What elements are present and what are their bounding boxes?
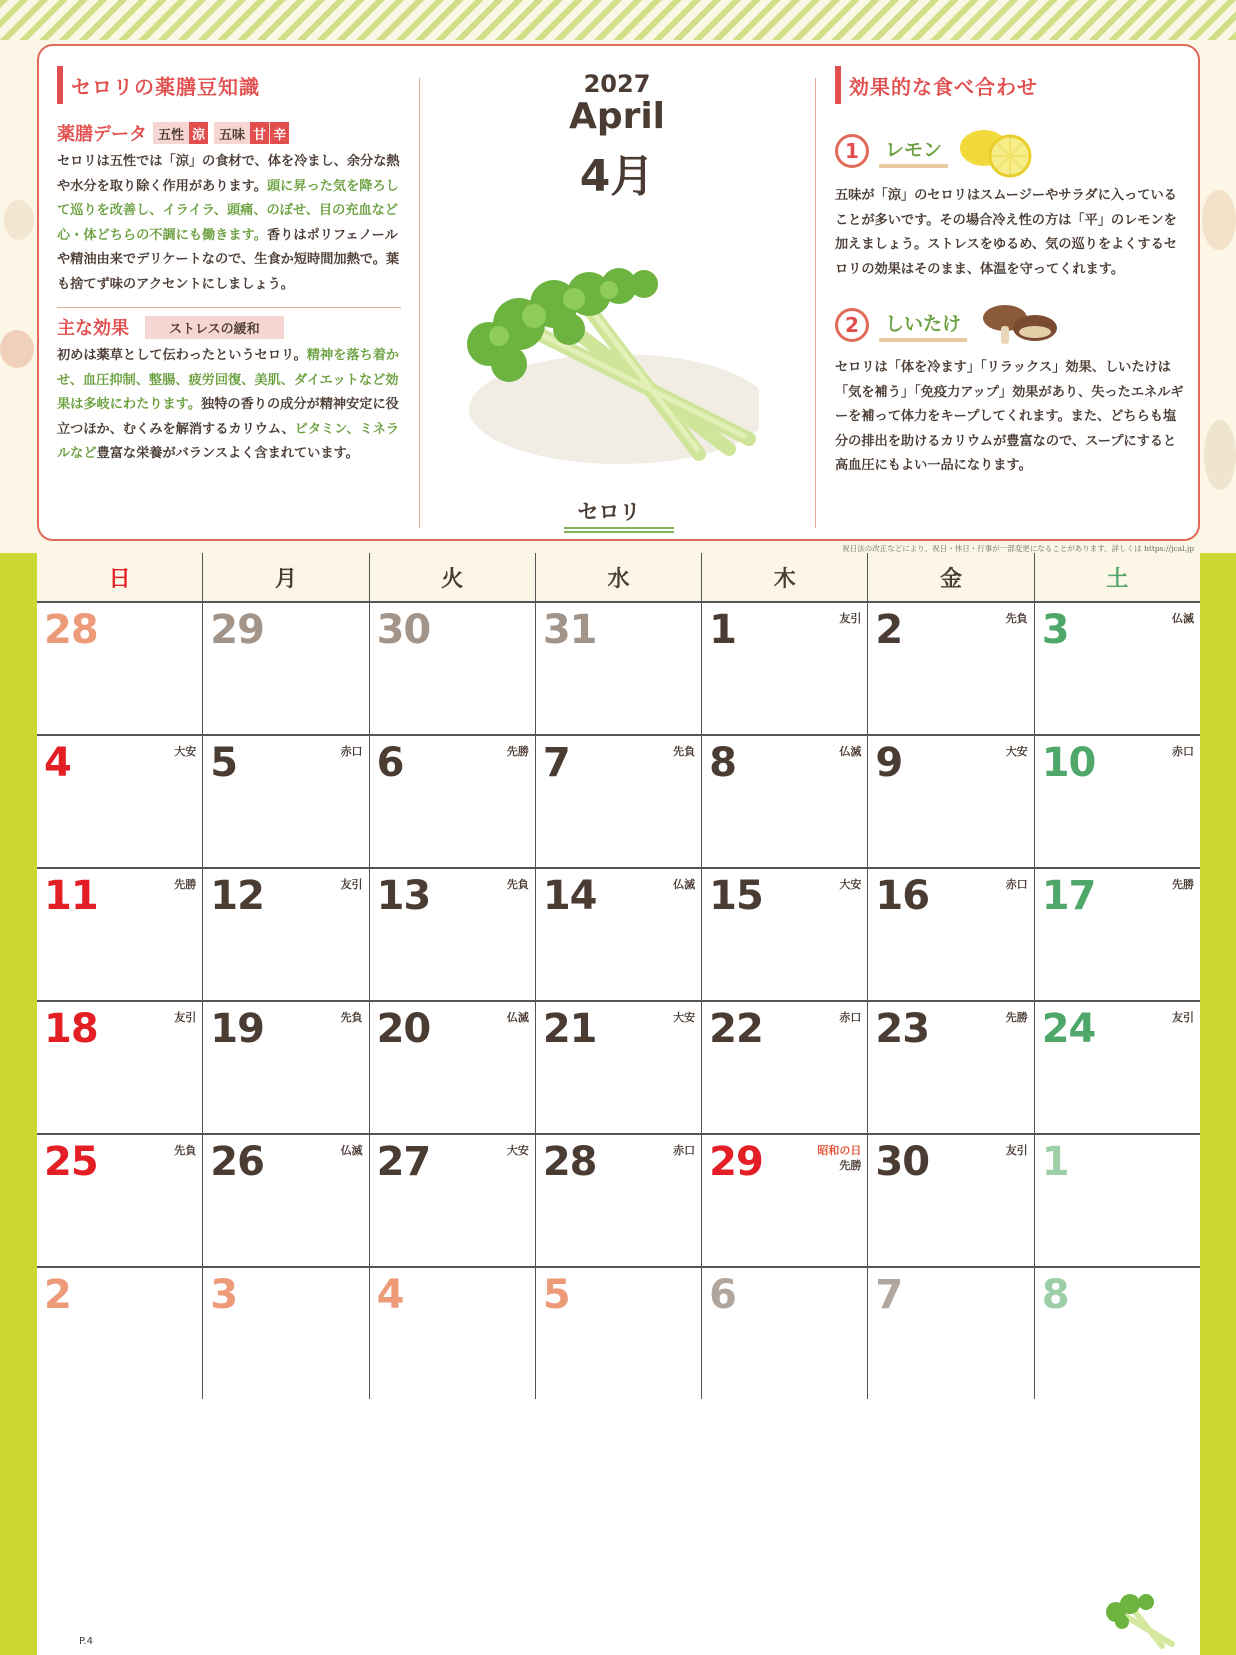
rokuyo-label	[1172, 744, 1194, 759]
day-cell[interactable]	[37, 869, 203, 1000]
rokuyo-text: 仏滅	[839, 745, 862, 758]
day-cell[interactable]	[1035, 603, 1200, 734]
rokuyo-text: 先勝	[1171, 878, 1194, 891]
day-number: 22	[709, 1006, 763, 1052]
effect-text-part: 初めは薬草として伝わったというセロリ。	[57, 348, 307, 363]
day-cell[interactable]	[536, 603, 702, 734]
weekday-label: 日	[37, 553, 203, 601]
year-label: 2027	[583, 70, 651, 98]
knowledge-heading: セロリの薬膳豆知識	[57, 64, 401, 106]
rokuyo-text: 友引	[340, 878, 363, 891]
rokuyo-label	[507, 877, 529, 892]
holiday-name: 昭和の日	[817, 1144, 862, 1157]
effect-row	[57, 314, 401, 340]
rokuyo-text: 友引	[1005, 1144, 1028, 1157]
day-cell[interactable]	[702, 1002, 868, 1133]
rokuyo-label	[839, 744, 861, 759]
day-number: 5	[210, 740, 238, 786]
day-cell[interactable]	[1035, 1135, 1200, 1266]
effect-text-highlight: 精神を落ち着かせ、血圧抑制、整腸、疲労回復、美肌、ダイエットなど効果は多岐にわたります。	[57, 348, 400, 412]
day-number: 2	[875, 607, 903, 653]
day-number: 5	[542, 1272, 570, 1318]
effect-text	[57, 344, 401, 467]
rokuyo-text: 大安	[1005, 745, 1028, 758]
rokuyo-label	[174, 877, 196, 892]
calendar-area	[0, 553, 1236, 1655]
rokuyo-text: 先勝	[1005, 1011, 1028, 1024]
month-header	[419, 64, 815, 524]
day-cell[interactable]	[37, 603, 203, 734]
day-cell[interactable]	[203, 1135, 369, 1266]
gomi-value-2: 辛	[270, 122, 289, 144]
rokuyo-label	[1172, 1010, 1194, 1025]
day-number: 30	[376, 607, 431, 653]
weekday-label: 土	[1106, 566, 1129, 592]
day-number: 7	[875, 1272, 903, 1318]
day-number: 11	[44, 873, 98, 919]
celery-illustration	[459, 264, 759, 474]
rokuyo-text: 大安	[839, 878, 862, 891]
weekday-label: 月	[203, 553, 369, 601]
rokuyo-label	[1006, 1010, 1028, 1025]
gosei-label: 五性	[158, 127, 185, 143]
day-number: 6	[376, 740, 404, 786]
rokuyo-text: 大安	[673, 1011, 696, 1024]
rokuyo-label	[341, 877, 363, 892]
rokuyo-label	[839, 1010, 861, 1025]
rokuyo-text: 先負	[174, 1144, 197, 1157]
yakuzen-data-text	[57, 150, 401, 297]
calendar-week-row	[37, 1000, 1200, 1133]
combo-item-lemon	[835, 124, 1187, 178]
weekday-label: 木	[702, 553, 868, 601]
combo-text: セロリは「体を冷ます」「リラックス」効果、しいたけは「気を補う」「免疫力アップ」効果があり、失ったエネルギーを補って体力をキープしてくれます。また、どちらも塩分の排出を助けるカリウムが豊富なので、スープにすると高血圧にもよい一品になります。	[835, 360, 1184, 473]
rokuyo-label	[673, 1143, 695, 1158]
day-number: 17	[1041, 873, 1096, 919]
day-cell[interactable]	[203, 603, 369, 734]
rokuyo-label	[174, 744, 196, 759]
day-cell[interactable]	[868, 1135, 1034, 1266]
rokuyo-label	[839, 877, 861, 892]
rokuyo-text: 先負	[1005, 612, 1028, 625]
day-cell[interactable]	[868, 869, 1034, 1000]
effect-text-part: 独特の香りの成分が精神安定に役立つほか、むくみを解消するカリウム、	[57, 397, 399, 437]
background-tomato-illustration	[0, 330, 34, 368]
vegetable-name-underline	[564, 527, 674, 533]
rokuyo-label	[507, 1143, 529, 1158]
rokuyo-label	[1006, 1143, 1028, 1158]
day-cell[interactable]	[370, 1002, 536, 1133]
rokuyo-label	[673, 877, 695, 892]
day-cell[interactable]	[536, 736, 702, 867]
day-cell[interactable]	[536, 1135, 702, 1266]
month-japanese: 4月	[568, 140, 667, 204]
yakuzen-data-label: 薬膳データ	[57, 124, 147, 145]
rokuyo-label	[673, 1010, 695, 1025]
rokuyo-text: 赤口	[839, 1011, 862, 1024]
day-number: 15	[709, 873, 763, 919]
rokuyo-text: 仏滅	[340, 1144, 363, 1157]
gomi-value-1: 甘	[250, 122, 269, 144]
rokuyo-label	[341, 1143, 363, 1158]
rokuyo-label	[341, 1010, 363, 1025]
combo-text: 五味が「涼」のセロリはスムージーやサラダに入っていることが多いです。その場合冷え性の方は「平」のレモンを加えましょう。ストレスをゆるめ、気の巡りをよくするセロリの効果はそのまま、体温を守ってくれます。	[835, 188, 1177, 277]
day-cell[interactable]	[536, 1268, 702, 1399]
day-cell[interactable]	[536, 869, 702, 1000]
combo-item-shiitake	[835, 300, 1187, 350]
combination-section	[835, 64, 1187, 479]
rokuyo-label	[673, 744, 695, 759]
background-apple-illustration	[4, 200, 34, 240]
day-cell[interactable]	[702, 736, 868, 867]
day-number: 10	[1041, 740, 1096, 786]
day-cell[interactable]	[203, 736, 369, 867]
day-number: 23	[875, 1006, 930, 1052]
day-cell[interactable]	[37, 1002, 203, 1133]
day-cell[interactable]	[370, 1135, 536, 1266]
day-cell[interactable]	[1035, 736, 1200, 867]
day-number: 12	[210, 873, 264, 919]
day-number: 1	[1041, 1139, 1069, 1185]
day-number: 18	[44, 1006, 98, 1052]
effect-text-highlight: ビタミン、ミネラルなど	[57, 421, 400, 461]
rokuyo-text: 友引	[1171, 1011, 1194, 1024]
day-number: 8	[1041, 1272, 1069, 1318]
gosei-tag	[153, 122, 208, 144]
day-cell[interactable]	[1035, 1002, 1200, 1133]
day-number: 3	[1041, 607, 1069, 653]
day-number: 19	[210, 1006, 264, 1052]
gosei-value: 涼	[189, 122, 208, 144]
day-cell[interactable]	[37, 1268, 203, 1399]
day-number: 13	[376, 873, 431, 919]
day-cell[interactable]	[536, 1002, 702, 1133]
combination-heading: 効果的な食べ合わせ	[835, 64, 1187, 106]
rokuyo-text: 先負	[673, 745, 696, 758]
data-text-part: セロリは五性では「涼」の食材で、体を冷まし、余分な熱や水分を取り除く作用があります。	[57, 154, 400, 194]
day-cell[interactable]	[868, 1002, 1034, 1133]
day-cell[interactable]	[1035, 869, 1200, 1000]
day-cell[interactable]	[370, 1268, 536, 1399]
small-celery-icon	[1102, 1594, 1186, 1650]
holiday-note: 祝日法の改正などにより、祝日・休日・行事が一部変更になることがあります。詳しくは https://jcal.jp	[842, 544, 1194, 553]
rokuyo-label	[1172, 877, 1194, 892]
calendar-weeks	[37, 601, 1200, 1399]
vegetable-name: セロリ	[577, 500, 641, 524]
day-number: 3	[210, 1272, 238, 1318]
day-cell[interactable]	[702, 603, 868, 734]
day-cell[interactable]	[702, 869, 868, 1000]
day-cell[interactable]	[370, 603, 536, 734]
weekday-label: 金	[868, 553, 1034, 601]
day-number: 7	[542, 740, 570, 786]
day-number: 31	[542, 607, 597, 653]
info-panel	[37, 44, 1200, 541]
rokuyo-text: 先負	[340, 1011, 363, 1024]
weekday-header	[37, 553, 1200, 601]
day-number: 20	[376, 1006, 431, 1052]
page-number: P.4	[79, 1636, 94, 1647]
weekday-label: 火	[370, 553, 536, 601]
day-cell[interactable]	[203, 869, 369, 1000]
data-text-highlight: 頭に昇った気を降ろして巡りを改善し、イライラ、頭痛、のぼせ、目の充血など心・体どちらの不調にも働きます。	[57, 178, 399, 243]
effect-label: 主な効果	[57, 318, 129, 339]
day-number: 24	[1041, 1006, 1096, 1052]
day-cell[interactable]	[868, 1268, 1034, 1399]
rokuyo-label	[1006, 744, 1028, 759]
rokuyo-text: 仏滅	[1171, 612, 1194, 625]
rokuyo-text: 先負	[506, 878, 529, 891]
day-number: 29	[210, 607, 264, 653]
rokuyo-text: 赤口	[1005, 878, 1028, 891]
day-number: 2	[44, 1272, 71, 1318]
day-cell[interactable]	[370, 869, 536, 1000]
rokuyo-text: 大安	[506, 1144, 529, 1157]
shiitake-icon	[977, 300, 1061, 350]
rokuyo-label	[1006, 877, 1028, 892]
rokuyo-label	[174, 1143, 196, 1158]
rokuyo-text: 仏滅	[506, 1011, 529, 1024]
day-number: 25	[44, 1139, 98, 1185]
effect-tag: ストレスの緩和	[145, 316, 284, 339]
calendar-week-row	[37, 1266, 1200, 1399]
day-number: 14	[542, 873, 597, 919]
combo-name: しいたけ	[879, 309, 967, 342]
background-vegetable-illustration	[1202, 190, 1236, 250]
day-cell[interactable]	[868, 736, 1034, 867]
day-number: 6	[709, 1272, 736, 1318]
combo-name: レモン	[879, 135, 948, 168]
day-number: 4	[44, 740, 71, 786]
calendar-week-row	[37, 734, 1200, 867]
rokuyo-text: 仏滅	[673, 878, 696, 891]
calendar-week-row	[37, 601, 1200, 734]
rokuyo-label	[839, 611, 861, 626]
rokuyo-label	[817, 1143, 861, 1173]
rokuyo-label	[174, 1010, 196, 1025]
column-divider	[815, 78, 816, 528]
day-number: 9	[875, 740, 903, 786]
day-cell[interactable]	[203, 1268, 369, 1399]
day-cell[interactable]	[370, 736, 536, 867]
day-cell[interactable]	[702, 1268, 868, 1399]
top-stripe-border	[0, 0, 1236, 40]
day-cell[interactable]	[37, 1135, 203, 1266]
rokuyo-text: 先勝	[174, 878, 197, 891]
lemon-icon	[958, 124, 1034, 178]
day-number: 8	[709, 740, 736, 786]
day-number: 16	[875, 873, 930, 919]
calendar-week-row	[37, 867, 1200, 1000]
combo-number: 1	[835, 134, 869, 168]
month-english: April	[568, 96, 666, 137]
day-cell[interactable]	[702, 1135, 868, 1266]
gomi-tag	[214, 122, 289, 144]
divider	[57, 307, 401, 308]
rokuyo-label	[507, 744, 529, 759]
rokuyo-text: 先勝	[506, 745, 529, 758]
background-vegetable-illustration	[1204, 420, 1236, 490]
day-number: 28	[542, 1139, 597, 1185]
day-number: 1	[709, 607, 736, 653]
combo-number: 2	[835, 308, 869, 342]
rokuyo-text: 先勝	[839, 1159, 862, 1172]
day-cell[interactable]	[37, 736, 203, 867]
day-cell[interactable]	[1035, 1268, 1200, 1399]
day-number: 21	[542, 1006, 597, 1052]
knowledge-section	[57, 64, 401, 467]
day-number: 27	[376, 1139, 431, 1185]
calendar-grid	[37, 553, 1200, 1655]
day-number: 29	[709, 1139, 763, 1185]
day-cell[interactable]	[203, 1002, 369, 1133]
day-number: 28	[44, 607, 98, 653]
effect-text-part: 豊富な栄養がバランスよく含まれています。	[96, 446, 359, 461]
yakuzen-data-row	[57, 120, 401, 146]
gomi-label: 五味	[219, 127, 246, 143]
rokuyo-text: 赤口	[673, 1144, 696, 1157]
day-number: 26	[210, 1139, 264, 1185]
day-number: 30	[875, 1139, 930, 1185]
calendar-week-row	[37, 1133, 1200, 1266]
data-text-part: 香りはポリフェノールや精油由来でデリケートなので、生食か短時間加熱で。葉も捨てず味のアクセントにしましょう。	[57, 227, 400, 292]
rokuyo-text: 大安	[174, 745, 197, 758]
rokuyo-text: 友引	[174, 1011, 197, 1024]
rokuyo-label	[1006, 611, 1028, 626]
weekday-label: 水	[536, 553, 702, 601]
rokuyo-text: 赤口	[340, 745, 363, 758]
day-cell[interactable]	[868, 603, 1034, 734]
rokuyo-text: 友引	[839, 612, 862, 625]
rokuyo-text: 赤口	[1171, 745, 1194, 758]
day-number: 4	[376, 1272, 404, 1318]
rokuyo-label	[341, 744, 363, 759]
rokuyo-label	[507, 1010, 529, 1025]
rokuyo-label	[1172, 611, 1194, 626]
